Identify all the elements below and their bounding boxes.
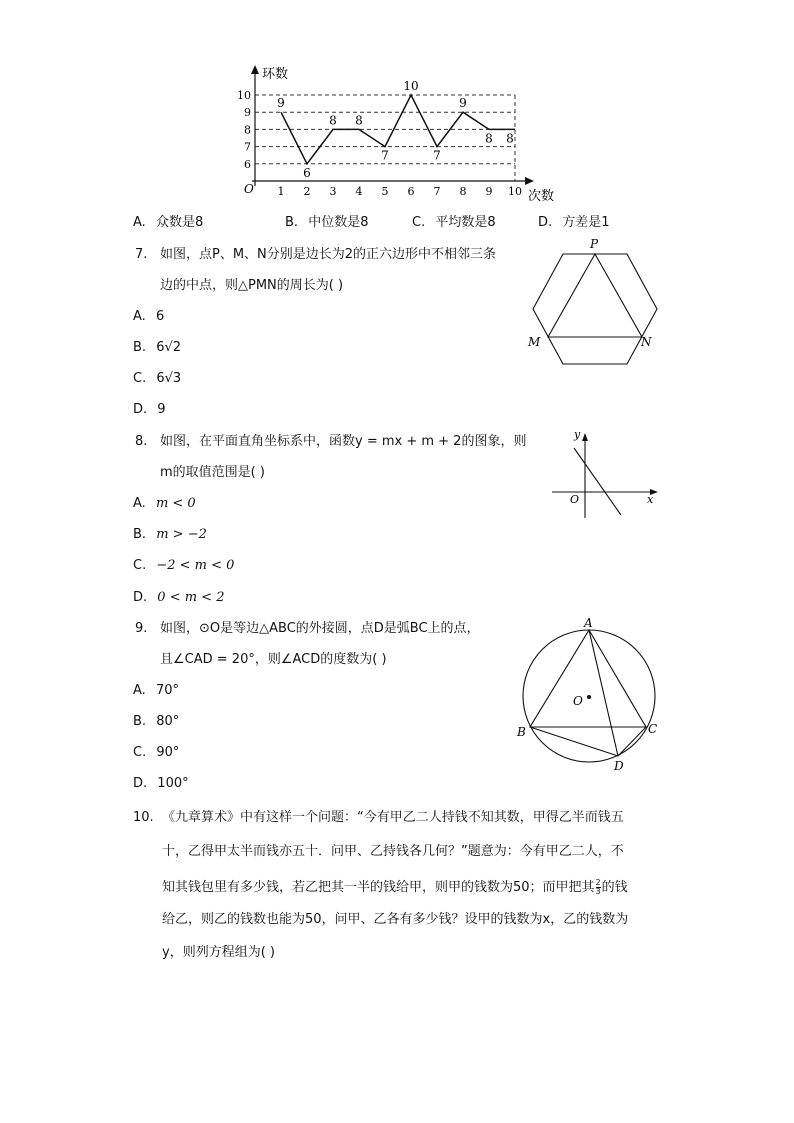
x-tick-label: 9 (485, 185, 493, 198)
data-point-label: 10 (403, 79, 419, 93)
option-letter: D. (133, 402, 148, 417)
option-letter: C. (133, 371, 147, 386)
data-point-label: 7 (381, 148, 389, 163)
x-tick-label: 3 (329, 185, 337, 198)
option-letter: D. (133, 776, 148, 791)
option-text: 80° (156, 714, 180, 729)
option-text: m < 0 (155, 496, 196, 511)
center-point (587, 695, 591, 699)
q9-text-line2: 且∠CAD = 20°，则∠ACD的度数为( ) (160, 652, 387, 667)
option-letter: C. (133, 558, 147, 573)
q8-option-b (133, 528, 207, 541)
x-axis-label: 次数 (528, 189, 555, 204)
option-text: m > −2 (156, 527, 207, 542)
origin-label: O (244, 182, 254, 196)
q9-option-b (133, 715, 179, 728)
label-x: x (647, 493, 654, 506)
x-axis-arrow (525, 177, 534, 185)
option-text: 0 < m < 2 (157, 590, 225, 605)
q10-line3-start: 知其钱包里有多少钱，若乙把其一半的钱给甲，则甲的钱数为50；而甲把其 (162, 880, 595, 895)
option-letter: C. (412, 215, 426, 230)
label-o: O (570, 493, 580, 506)
q7-option-c (133, 372, 181, 385)
x-tick-label: 10 (508, 185, 522, 198)
triangle-pmn (548, 254, 642, 337)
x-tick-label: 5 (381, 185, 389, 198)
option-letter: B. (133, 527, 147, 542)
q9-option-c (133, 746, 179, 759)
q8-option-a (133, 497, 196, 510)
regular-hexagon (533, 254, 657, 364)
y-tick-label: 10 (237, 89, 251, 102)
label-a: A (584, 616, 593, 630)
x-tick-label: 8 (459, 185, 467, 198)
q10-number: 10. (133, 810, 154, 825)
label-c: C (648, 722, 658, 736)
q7-text-line2: 边的中点，则△PMN的周长为( ) (160, 278, 344, 293)
q10-text-line5: y，则列方程组为( ) (162, 945, 275, 960)
option-letter: D. (133, 590, 148, 605)
option-text: 90° (156, 745, 180, 760)
function-graph-line (574, 448, 621, 515)
q7-option-d (133, 403, 166, 416)
fraction-denominator: 3 (595, 887, 601, 896)
fraction-numerator: 2 (595, 878, 601, 887)
data-point-label: 6 (303, 165, 311, 180)
q7-option-b (133, 341, 181, 354)
y-tick-label: 9 (244, 106, 251, 120)
q9-option-a (133, 684, 179, 697)
option-letter: A. (133, 496, 146, 511)
x-tick-label: 2 (303, 185, 311, 198)
option-text: 100° (157, 776, 189, 791)
y-axis-arrow (251, 65, 259, 74)
data-point-label: 8 (506, 131, 514, 146)
x-tick-label: 1 (277, 185, 285, 198)
q9-option-d (133, 777, 189, 790)
option-text: 平均数是8 (435, 215, 496, 230)
circle-figure (510, 612, 670, 777)
option-text: 6 (155, 309, 165, 324)
q10-line3-end: 的钱 (601, 880, 628, 895)
option-text: 70° (155, 683, 179, 698)
q10-text-line3 (162, 879, 628, 896)
q7-option-a (133, 310, 164, 323)
segment-bd (530, 727, 618, 756)
q6-option-a (133, 216, 203, 229)
label-y: y (574, 428, 581, 441)
label-b: B (517, 725, 526, 739)
option-letter: A. (133, 215, 146, 230)
segment-cd (618, 727, 646, 756)
data-point-label: 9 (277, 96, 285, 111)
coordinate-figure (545, 422, 665, 522)
segment-ad (589, 630, 618, 756)
label-m: M (528, 335, 541, 349)
q9-text-line1: 如图，⊙O是等边△ABC的外接圆，点D是弧BC上的点， (160, 621, 480, 636)
option-text: 6√3 (156, 371, 182, 386)
option-text: 9 (157, 402, 166, 417)
data-point-label: 9 (459, 96, 467, 111)
label-n: N (641, 335, 652, 349)
x-tick-label: 6 (407, 185, 415, 198)
fraction-two-thirds (596, 879, 601, 896)
q8-option-d (133, 591, 224, 604)
option-letter: C. (133, 745, 147, 760)
x-tick-label: 4 (355, 185, 363, 198)
q6-option-d (538, 216, 610, 229)
label-o: O (573, 694, 583, 708)
data-point-label: 8 (329, 113, 337, 128)
option-letter: B. (133, 714, 147, 729)
data-point-label: 7 (433, 148, 441, 163)
q6-option-c (412, 216, 496, 229)
q7-text-line1: 如图，点P、M、N分别是边长为2的正六边形中不相邻三条 (160, 247, 497, 262)
q9-number: 9. (135, 621, 148, 636)
q8-text-line1: 如图，在平面直角坐标系中，函数y = mx + m + 2的图象，则 (160, 434, 527, 449)
option-letter: B. (285, 215, 299, 230)
q8-text-line2: m的取值范围是( ) (160, 465, 265, 480)
data-point-label: 8 (485, 131, 493, 146)
label-d: D (614, 759, 624, 773)
option-text: 6√2 (156, 340, 182, 355)
option-letter: A. (133, 309, 146, 324)
y-tick-label: 6 (244, 157, 251, 171)
data-point-label: 8 (355, 113, 363, 128)
hexagon-figure (520, 232, 670, 372)
q6-option-b (285, 216, 368, 229)
option-letter: D. (538, 215, 553, 230)
option-letter: A. (133, 683, 146, 698)
y-tick-label: 7 (244, 140, 251, 154)
q10-text-line2: 十，乙得甲太半而钱亦五十．问甲、乙持钱各几何？”题意为：今有甲乙二人，不 (162, 844, 624, 859)
option-text: 众数是8 (155, 215, 204, 230)
q10-text-line4: 给乙，则乙的钱数也能为50，问甲、乙各有多少钱？设甲的钱数为x，乙的钱数为 (162, 912, 629, 927)
option-text: 中位数是8 (308, 215, 369, 230)
q8-number: 8. (135, 434, 148, 449)
label-p: P (590, 237, 599, 251)
y-axis-label: 环数 (262, 67, 289, 82)
line-chart (230, 60, 570, 210)
y-axis-arrow (582, 433, 588, 441)
x-tick-label: 7 (433, 185, 441, 198)
y-tick-label: 8 (244, 123, 251, 137)
option-text: 方差是1 (562, 215, 610, 230)
option-letter: B. (133, 340, 147, 355)
option-text: −2 < m < 0 (156, 558, 235, 573)
q8-option-c (133, 559, 234, 572)
q7-number: 7. (135, 247, 148, 262)
q10-text-line1: 《九章算术》中有这样一个问题：“今有甲乙二人持钱不知其数，甲得乙半而钱五 (162, 810, 624, 825)
